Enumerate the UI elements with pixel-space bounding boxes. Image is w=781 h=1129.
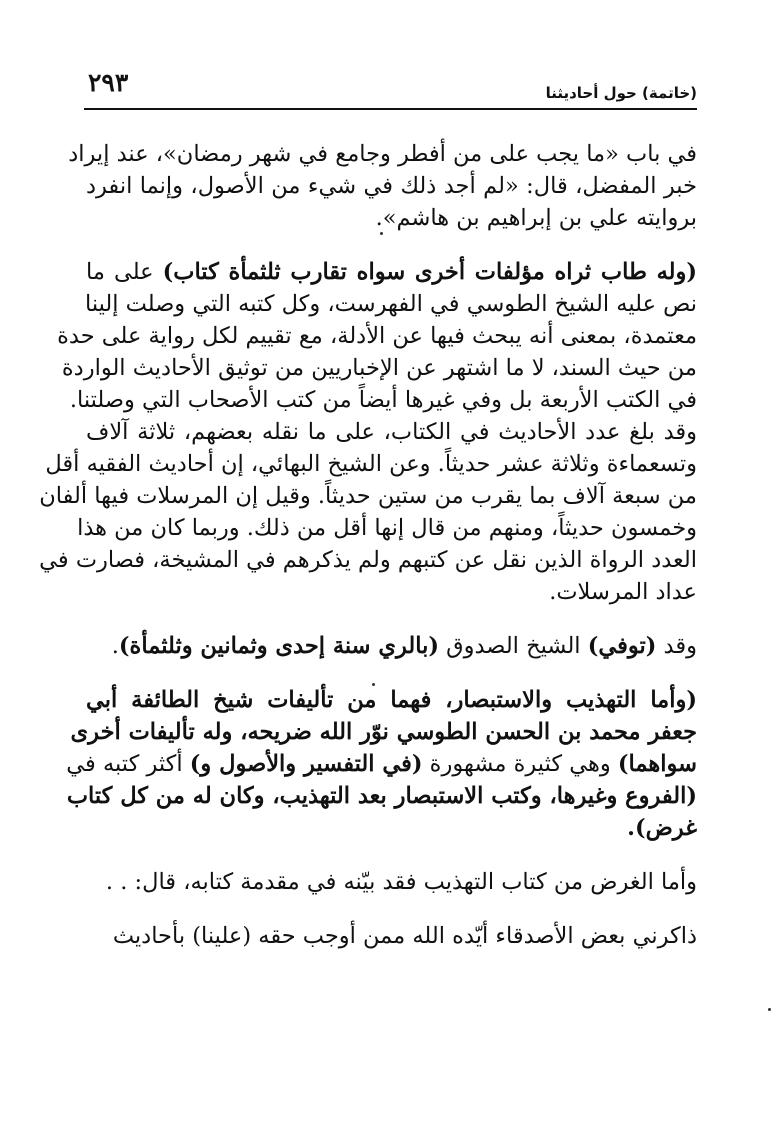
bold-phrase: (توفي) <box>587 633 657 659</box>
text-line: (وأما التهذيب والاستبصار، فهما من تأليفات شيخ الطائفة أبي <box>86 687 697 713</box>
text-line: العدد الرواة الذين نقل عن كتبهم ولم يذكرهم في المشيخة، فصارت في <box>39 547 697 573</box>
text-segment: وقد <box>656 633 697 659</box>
paragraph-1 <box>68 138 697 234</box>
speck <box>768 1008 771 1011</box>
page-number: ٢٩٣ <box>88 68 129 97</box>
text-line <box>86 630 697 662</box>
text-line: من حيث السند، لا ما اشتهر عن الإخباريين من توثيق الأحاديث الواردة <box>61 355 697 381</box>
text-segment: الشيخ الصدوق <box>439 633 588 659</box>
paragraph-6 <box>86 920 697 952</box>
text-line: ذاكرني بعض الأصدقاء أيّده الله ممن أوجب حقه (علينا) بأحاديث <box>112 923 697 949</box>
text-line: وأما الغرض من كتاب التهذيب فقد بيّنه في مقدمة كتابه، قال: . . <box>105 869 697 895</box>
text-segment: على ما <box>86 259 163 285</box>
text-line: وتسعماءة وثلاثة عشر حديثاً. وعن الشيخ البهائي، إن أحاديث الفقيه أقل <box>45 451 697 477</box>
bold-phrase: (بالري سنة إحدى وثمانين وثلثمأة) <box>118 633 440 659</box>
body-text <box>39 138 698 974</box>
text-segment: وهي كثيرة مشهورة <box>422 751 618 777</box>
paragraph-2 <box>39 256 698 608</box>
text-line: عداد المرسلات. <box>549 579 697 605</box>
text-line: نص عليه الشيخ الطوسي في الفهرست، وكل كتبه التي وصلت إلينا <box>84 291 697 317</box>
text-line: من سبعة آلاف بما يقرب من ستين حديثاً. وقيل إن المرسلات فيها ألفان <box>39 483 697 509</box>
bold-phrase: (وله طاب ثراه مؤلفات أخرى سواه تقارب ثلثمأة كتاب) <box>162 259 698 285</box>
text-line: في الكتب الأربعة بل وفي غيرها أيضاً من كتب الأصحاب التي وصلتنا. <box>69 387 697 413</box>
header-title: (خاتمة) حول أحاديثنا <box>545 84 697 102</box>
text-line: وخمسون حديثاً، ومنهم من قال إنها أقل من ذلك. وربما كان من هذا <box>77 515 697 541</box>
text-line: غرض). <box>627 815 697 841</box>
text-line: خبر المفضل، قال: «لم أجد ذلك في شيء من الأصول، وإنما انفرد <box>86 173 697 199</box>
speck <box>372 683 375 686</box>
paragraph-5 <box>86 866 697 898</box>
running-header <box>84 62 697 110</box>
bold-phrase: سواهما) <box>617 751 697 777</box>
text-line: بروايته علي بن إبراهيم بن هاشم». <box>375 205 697 231</box>
text-line <box>86 256 697 288</box>
text-line: في باب «ما يجب على من أفطر وجامع في شهر رمضان»، عند إيراد <box>68 141 697 167</box>
text-line <box>66 748 697 780</box>
text-line: وقد بلغ عدد الأحاديث في الكتاب، على ما نقله بعضهم، ثلاثة آلاف <box>86 419 697 445</box>
speck <box>380 232 383 235</box>
text-line: معتمدة، بمعنى أنه يبحث فيها عن الأدلة، مع تقييم لكل رواية على حدة <box>57 323 697 349</box>
text-line: (الفروع وغيرها، وكتب الاستبصار بعد التهذيب، وكان له من كل كتاب <box>66 783 697 809</box>
bold-phrase: (في التفسير والأصول و) <box>189 751 423 777</box>
text-line: جعفر محمد بن الحسن الطوسي نوّر الله ضريحه، وله تأليفات أخرى <box>70 719 697 745</box>
text-segment: . <box>111 633 119 659</box>
paragraph-3 <box>86 630 697 662</box>
paragraph-4 <box>66 684 697 844</box>
text-segment: أكثر كتبه في <box>66 751 190 777</box>
